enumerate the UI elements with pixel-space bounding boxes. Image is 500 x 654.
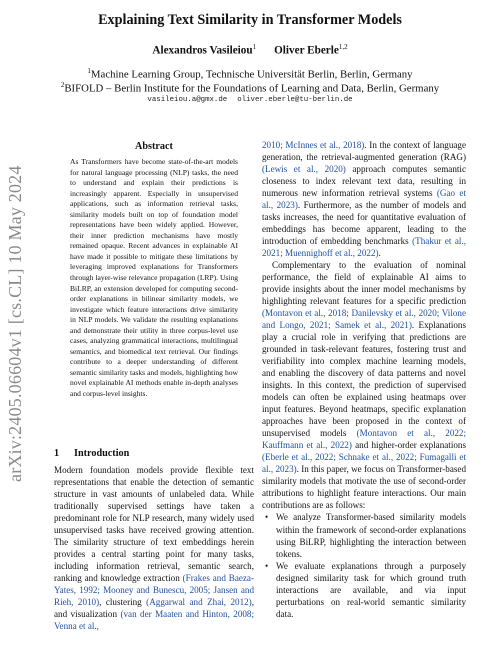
affiliation-mark: 2 xyxy=(60,81,65,89)
paragraph-text: Complementary to the evaluation of nominal performance, the field of explainable AI aims to provide insights about the inner model mechanisms by highlighting relevant features for a specific prediction xyxy=(262,260,466,307)
paragraph-text: Modern foundation models provide flexible text representations that enable the detection of semantic structure in vast amounts of unlabeled data. While traditionally supervised settings have taken a predominant role for NLP research, many widely used unsupervised tasks have received growing attention. The similarity structure of text embeddings herein provides a central starting point for many tasks, including information retrieval, semantic search, ranking and knowledge extraction xyxy=(54,465,254,584)
contribution-list xyxy=(262,511,466,619)
paragraph-text: . In the context of language generation, the retrieval-augmented generation (RAG) xyxy=(262,140,466,163)
section-heading xyxy=(54,448,129,459)
author-name: Oliver Eberle xyxy=(274,44,339,57)
affiliation-mark: 1 xyxy=(87,67,91,75)
citation-link[interactable]: (Montavon et al., 2022; Kauffmann et al., 2022) xyxy=(262,428,466,451)
paragraph-text: , and visualization xyxy=(54,597,254,620)
citation-link[interactable]: (Gao et al., 2023) xyxy=(262,188,466,211)
citation-link[interactable]: (Montavon et al., 2018; Danilevsky et al., 2020; Vilone and Longo, 2021; Samek et al., 2021) xyxy=(262,308,466,331)
author-affiliation-mark: 1 xyxy=(252,43,257,51)
affiliation-line xyxy=(0,67,500,81)
citation-link[interactable]: 2010; McInnes et al., 2018) xyxy=(262,140,365,150)
intro-left-column xyxy=(54,464,254,632)
abstract-heading: Abstract xyxy=(135,141,173,152)
list-item xyxy=(262,560,466,620)
paragraph-text: . Explanations play a crucial role in verifying that predictions are grounded in task-relevant features, fostering trust and verifiability into complex machine learning models, and enabling the discovery of data patterns and novel insights. In this context, the prediction of supervised models can often be explained using heatmaps over input features. Beyond heatmaps, specific explanation approaches have been proposed in the context of unsupervised models xyxy=(262,320,467,439)
citation-link[interactable]: (Lewis et al., 2020) xyxy=(262,164,346,175)
citation-link[interactable]: (van der Maaten and Hinton, 2008; Venna et al., xyxy=(54,609,254,632)
bullet-icon: • xyxy=(265,512,269,523)
paper-title: Explaining Text Similarity in Transformer Models xyxy=(98,12,402,28)
abstract-body: As Transformers have become state-of-the-art models for natural language processing (NLP) tasks, the need to understand and explain their predictions is increasingly apparent. Especially in unsupervised applications, such as information retrieval tasks, similarity models built on top of foundation model representations have been widely applied. However, their inner prediction mechanisms have mostly remained opaque. Recent advances in explainable AI have made it possible to mitigate these limitations by leveraging improved explanations for Transformers through layer-wise relevance propagation (LRP). Using BiLRP, an extension developed for computing second-order explanations in bilinear similarity models, we investigate which feature interactions drive similarity in NLP models. We validate the resulting explanations and demonstrate their utility in three corpus-level use cases, analyzing grammatical interactions, multilingual semantics, and biomedical text retrieval. Our findings contribute to a deeper understanding of different semantic similarity tasks and models, highlighting how novel explainable AI methods enable in-depth analyses and corpus-level insights. xyxy=(70,157,238,399)
paragraph-text: , clustering xyxy=(99,597,147,608)
citation-link[interactable]: (Eberle et al., 2022; Schnake et al., 2022; Fumagalli et al., 2023) xyxy=(262,452,466,475)
citation-link[interactable]: (Thakur et al., 2021; Muennighoff et al., 2022) xyxy=(262,236,467,259)
affiliation-text: Machine Learning Group, Technische Universität Berlin, Berlin, Germany xyxy=(90,68,413,81)
citation-link[interactable]: (Frakes and Baeza-Yates, 1992; Mooney and Bunescu, 2005; Jansen and Rieh, 2010) xyxy=(54,573,254,608)
list-item-text: We evaluate explanations through a purposely designed similarity task for which ground truth interactions are available, and via input perturbations on real-world semantic similarity data. xyxy=(276,560,466,619)
section-number: 1 xyxy=(54,448,60,459)
email-address[interactable]: oliver.eberle@tu-berlin.de xyxy=(237,96,353,104)
paragraph-text: . In this paper, we focus on Transformer-based similarity models that motivate the use of second-order attributions to highlight feature interactions. Our main contributions are as follows: xyxy=(262,464,466,511)
list-item xyxy=(262,511,466,559)
intro-paragraph xyxy=(262,139,466,259)
bullet-icon: • xyxy=(265,560,269,571)
intro-right-column xyxy=(262,139,466,620)
author-emails xyxy=(0,96,500,104)
paragraph-text: approach computes semantic closeness to index relevant text data, resulting in numerous new information retrieval systems xyxy=(262,164,466,199)
citation-link[interactable]: (Aggarwal and Zhai, 2012) xyxy=(146,597,252,608)
affiliation-text: BIFOLD – Berlin Institute for the Foundations of Learning and Data, Berlin, Germany xyxy=(64,82,440,95)
author-affiliation-mark: 1,2 xyxy=(338,43,348,51)
intro-paragraph xyxy=(54,464,254,632)
paragraph-text: . Furthermore, as the number of models and tasks increases, the need for quantitative evaluation of embeddings has become apparent, leading to the introduction of embedding benchmarks xyxy=(262,200,466,247)
paragraph-text: and higher-order explanations xyxy=(351,440,466,451)
author-name: Alexandros Vasileiou xyxy=(152,44,253,57)
affiliation-line xyxy=(0,81,500,95)
intro-paragraph xyxy=(262,259,466,511)
paragraph-text: . xyxy=(378,248,381,259)
list-item-text: We analyze Transformer-based similarity models within the framework of second-order explanations using BiLRP, highlighting the interaction between tokens. xyxy=(276,512,466,559)
arxiv-identifier-stamp: arXiv:2405.06604v1 [cs.CL] 10 May 2024 xyxy=(5,165,25,482)
author-list xyxy=(0,43,500,57)
section-title: Introduction xyxy=(74,448,130,459)
email-address[interactable]: vasileiou.a@gmx.de xyxy=(147,96,228,104)
